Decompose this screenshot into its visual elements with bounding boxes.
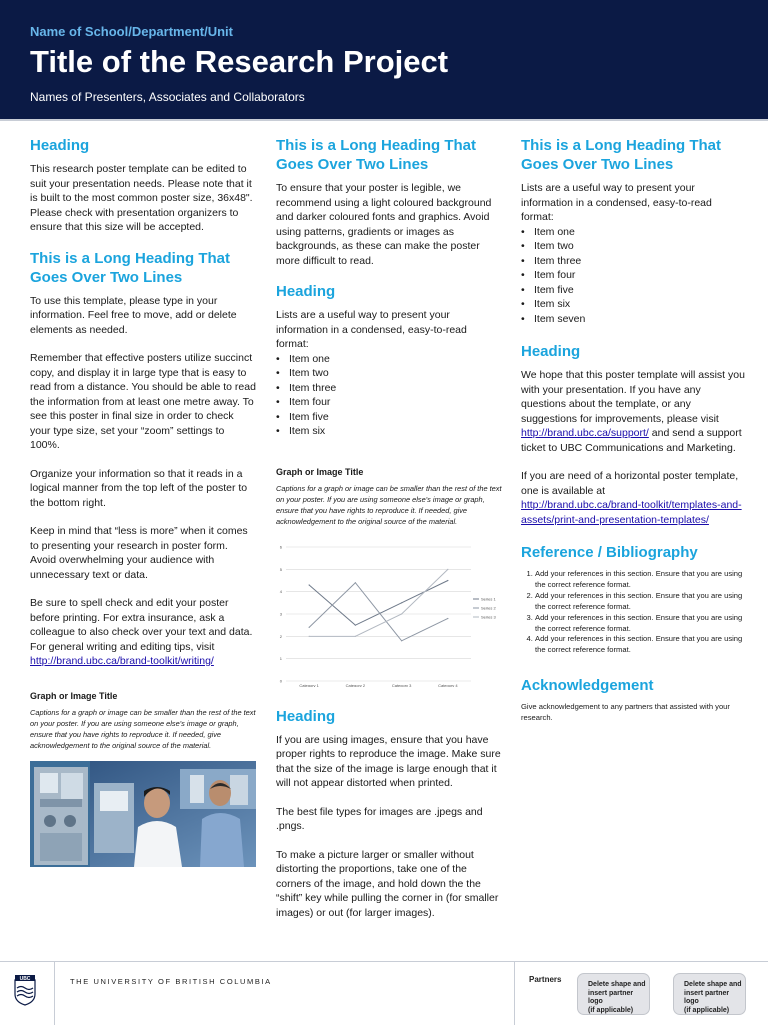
paragraph: Be sure to spell check and edit your poster before printing. For extra insurance, ask a colleague to also check over your text and data. For general writing and editing tips, visit	[30, 597, 253, 653]
templates-link[interactable]: http://brand.ubc.ca/brand-toolkit/templates-and-assets/print-and-presentation-templates/	[521, 499, 742, 526]
x-tick-label: Category 1	[299, 682, 319, 687]
list-item: • Item four	[276, 395, 502, 410]
column-middle	[276, 136, 502, 934]
crest-label: UBC	[19, 976, 31, 982]
list-item: • Item two	[276, 366, 502, 381]
school-name: Name of School/Department/Unit	[30, 24, 233, 39]
list-item: • Item four	[521, 268, 747, 283]
legend-label: Series 1	[481, 596, 496, 601]
x-tick-label: Category 3	[391, 682, 412, 687]
acknowledgement-heading: Acknowledgement	[521, 677, 654, 695]
y-tick-label: 4	[279, 588, 282, 594]
legend-label: Series 3	[481, 614, 496, 619]
poster-header	[0, 0, 768, 121]
paragraph: To ensure that your poster is legible, we recommend using a light coloured background and darker coloured fonts and graphics. Avoid using patterns, gradients or images as backgrounds, as these can make the poster more difficult to read.	[276, 182, 492, 267]
data-point	[447, 568, 448, 569]
long-heading: This is a Long Heading That Goes Over Two Lines	[521, 137, 722, 173]
y-tick-label: 2	[279, 633, 282, 639]
legend-label: Series 2	[481, 605, 496, 610]
paragraph: Remember that effective posters utilize succinct copy, and display it in large type that is easy to read from a distance. You should be able to read the information from at least one metre away. To see this poster in final size in order to check your type size, set your “zoom” settings to 100%.	[30, 352, 256, 451]
graph-title: Graph or Image Title	[276, 466, 364, 477]
bullet-list	[521, 225, 747, 327]
series-line	[309, 580, 448, 625]
partners-label: Partners	[529, 975, 562, 984]
data-point	[309, 635, 310, 636]
reference-item: 2. Add your references in this section. Ensure that you are using the correct reference format.	[535, 591, 747, 613]
partners-area	[514, 962, 768, 1025]
paragraph: If you are need of a horizontal poster template, one is available at	[521, 470, 739, 497]
list-item: • Item seven	[521, 312, 747, 327]
partner-logo-placeholder-1[interactable]	[577, 973, 650, 1015]
list-item: • Item one	[521, 225, 747, 240]
y-tick-label: 5	[279, 566, 282, 572]
footer-divider	[54, 962, 55, 1025]
university-name: THE UNIVERSITY OF BRITISH COLUMBIA	[70, 977, 272, 986]
heading: Heading	[276, 283, 336, 300]
paragraph: To use this template, please type in your information. Feel free to move, add or delete elements as needed.	[30, 294, 237, 336]
data-point	[309, 584, 310, 585]
data-point	[401, 602, 402, 603]
graph-caption: Captions for a graph or image can be smaller than the rest of the text on your poster. If you are using someone else’s image or graph, ensure that you have rights to reproduce it. If needed, give acknowledgement to the original source of the material.	[276, 483, 502, 526]
placeholder-line: insert partner logo	[684, 989, 730, 1005]
reference-heading: Reference / Bibliography	[521, 544, 698, 561]
y-tick-label: 3	[279, 611, 282, 616]
list-item: • Item six	[521, 297, 747, 312]
support-text-end: and send a support ticket to UBC Communications and Marketing.	[521, 427, 742, 454]
placeholder-line: (if applicable)	[588, 1006, 634, 1014]
x-tick-label: Category 2	[345, 682, 366, 687]
placeholder-line: insert partner logo	[588, 989, 634, 1005]
heading: Heading	[521, 343, 581, 360]
y-tick-label: 0	[279, 678, 282, 683]
lab-scene-image	[30, 761, 256, 867]
bullet-list	[276, 352, 502, 439]
line-chart	[276, 537, 502, 687]
reference-list	[521, 569, 747, 656]
support-text: We hope that this poster template will assist you with your presentation. If you have any questions about the template, or any suggestions for improvements, please visit	[521, 369, 745, 425]
column-left	[30, 136, 256, 867]
list-item: • Item five	[521, 283, 747, 298]
list-item: • Item two	[521, 239, 747, 254]
paragraph: Keep in mind that “less is more” when it comes to presenting your research in poster form. Avoid overwhelming your audience with unnecessary text or data.	[30, 525, 248, 581]
y-tick-label: 6	[279, 544, 282, 549]
data-point	[447, 579, 448, 580]
data-point	[355, 582, 356, 583]
y-tick-label: 1	[279, 655, 282, 661]
heading: Heading	[276, 707, 336, 725]
data-point	[355, 624, 356, 625]
graph-title: Graph or Image Title	[30, 690, 118, 701]
reference-item: 3. Add your references in this section. Ensure that you are using the correct reference format.	[535, 613, 747, 635]
list-item: • Item three	[276, 381, 502, 396]
poster-footer	[0, 961, 768, 1025]
paragraph: This research poster template can be edited to suit your presentation needs. Please note that it is built to the most common poster size, 36x48". Please check with presentation organizers to ensure that this size will be accepted.	[30, 163, 253, 233]
long-heading: This is a Long Heading That Goes Over Two Lines	[30, 249, 231, 286]
data-point	[447, 617, 448, 618]
list-item: • Item one	[276, 352, 502, 367]
paragraph	[521, 368, 747, 455]
paragraph: Lists are a useful way to present your information in a condensed, easy-to-read format:	[521, 182, 712, 223]
image-caption: Captions for a graph or image can be smaller than the rest of the text on your poster. If you are using someone else’s image or graph, ensure that you have rights to reproduce it. If needed, give acknowledgement to the original source of the material.	[30, 707, 256, 750]
paragraph: Lists are a useful way to present your information in a condensed, easy-to-read format:	[276, 309, 467, 350]
heading: Heading	[30, 137, 90, 154]
placeholder-line: (if applicable)	[684, 1006, 730, 1014]
long-heading: This is a Long Heading That Goes Over Two Lines	[276, 137, 477, 173]
column-right	[521, 136, 747, 724]
partner-logo-placeholder-2[interactable]	[673, 973, 746, 1015]
paragraph: Organize your information so that it reads in a logical manner from the top left of the poster to the bottom right.	[30, 467, 248, 509]
line-chart-svg	[276, 537, 502, 687]
support-link[interactable]: http://brand.ubc.ca/support/	[521, 427, 649, 439]
ubc-crest-icon	[14, 974, 36, 1006]
list-item: • Item five	[276, 410, 502, 425]
data-point	[401, 613, 402, 614]
list-item: • Item six	[276, 424, 502, 439]
paragraph: The best file types for images are .jpegs and .pngs.	[276, 805, 483, 832]
reference-item: 1. Add your references in this section. Ensure that you are using the correct reference format.	[535, 569, 747, 591]
data-point	[355, 635, 356, 636]
list-item: • Item three	[521, 254, 747, 269]
placeholder-line: Delete shape and	[684, 981, 742, 988]
reference-item: 4. Add your references in this section. Ensure that you are using the correct reference format.	[535, 634, 747, 656]
research-photo	[30, 761, 256, 867]
paragraph: To make a picture larger or smaller without distorting the proportions, take one of the corners of the image, and hold down the the “shift” key while pulling the corner in (for smaller images) or out (for larger images).	[276, 848, 499, 919]
data-point	[401, 640, 402, 641]
paragraph: If you are using images, ensure that you have proper rights to reproduce the image. Make sure that the size of the image is large enough that it will not appear distorted when printed.	[276, 733, 501, 789]
x-tick-label: Category 4	[438, 682, 458, 687]
presenters-names: Names of Presenters, Associates and Collaborators	[30, 90, 305, 104]
poster-title: Title of the Research Project	[30, 44, 449, 79]
writing-tips-link[interactable]: http://brand.ubc.ca/brand-toolkit/writing/	[30, 655, 214, 667]
placeholder-line: Delete shape and	[588, 981, 646, 988]
acknowledgement-text: Give acknowledgement to any partners that assisted with your research.	[521, 702, 730, 723]
data-point	[309, 626, 310, 627]
